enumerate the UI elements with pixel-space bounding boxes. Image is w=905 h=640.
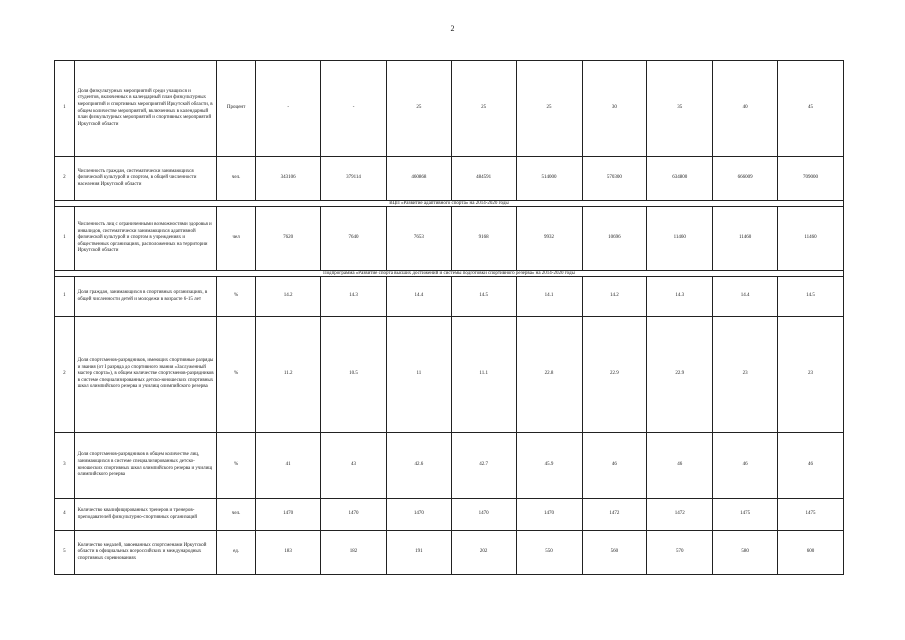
table-row [55, 317, 844, 433]
value-cell: 46 [713, 433, 778, 499]
value-cell: 14.4 [713, 277, 778, 317]
indicator-description: Доля спортсменов-разрядников в общем количестве лиц, занимающихся в системе специализированных детско-юношеских спортивных школ олимпийского резерва и училищ олимпийского резерва [74, 433, 216, 499]
row-number: 2 [55, 317, 75, 433]
value-cell: 1475 [713, 499, 778, 531]
value-cell: 42.7 [451, 433, 516, 499]
value-cell: 42.6 [387, 433, 452, 499]
value-cell: 7653 [387, 207, 452, 271]
value-cell: 11460 [713, 207, 778, 271]
value-cell: 570300 [582, 157, 647, 201]
value-cell: 23 [713, 317, 778, 433]
unit-cell: % [216, 277, 255, 317]
value-cell: 11.2 [256, 317, 321, 433]
unit-cell: % [216, 317, 255, 433]
value-cell: 30 [582, 61, 647, 157]
value-cell: 11 [387, 317, 452, 433]
indicators-table [54, 60, 844, 575]
value-cell: 460868 [387, 157, 452, 201]
value-cell: 514000 [516, 157, 582, 201]
value-cell: - [256, 61, 321, 157]
table-row [55, 499, 844, 531]
value-cell: 7620 [256, 207, 321, 271]
value-cell: 41 [256, 433, 321, 499]
value-cell: 14.2 [256, 277, 321, 317]
value-cell: 14.2 [582, 277, 647, 317]
indicator-description: Количество медалей, завоеванных спортсменами Иркутской области в официальных всероссийских и международных спортивных соревнованиях [74, 531, 216, 575]
section-title: Подпрограмма «Развитие спорта высших достижений и системы подготовки спортивного резерва» на 2014-2020 годы [55, 271, 844, 277]
value-cell: 46 [778, 433, 844, 499]
value-cell: 1470 [451, 499, 516, 531]
row-number: 5 [55, 531, 75, 575]
value-cell: 600 [778, 531, 844, 575]
value-cell: 560 [582, 531, 647, 575]
table-row [55, 157, 844, 201]
row-number: 2 [55, 157, 75, 201]
indicator-description: Численность граждан, систематически занимающихся физической культурой и спортом, в общей численности населения Иркутской области [74, 157, 216, 201]
value-cell: 379114 [321, 157, 387, 201]
value-cell: 46 [647, 433, 713, 499]
section-title: ВЦП «Развитие адаптивного спорта» на 2014-2020 годы [55, 201, 844, 207]
value-cell: 580 [713, 531, 778, 575]
value-cell: 14.5 [778, 277, 844, 317]
indicator-description: Доля спортсменов-разрядников, имеющих спортивные разряды и звания (от I разряда до спортивного звания «Заслуженный мастер спорта»), в общем количестве спортсменов-разрядников в системе специализированных детско-юношеских спортивных школ олимпийского резерва и училищ олимпийского резерва [74, 317, 216, 433]
value-cell: 11.1 [451, 317, 516, 433]
value-cell: 202 [451, 531, 516, 575]
value-cell: 1472 [647, 499, 713, 531]
value-cell: 550 [516, 531, 582, 575]
value-cell: 343106 [256, 157, 321, 201]
value-cell: 23 [778, 317, 844, 433]
value-cell: 1475 [778, 499, 844, 531]
table-row [55, 433, 844, 499]
value-cell: 570 [647, 531, 713, 575]
row-number: 4 [55, 499, 75, 531]
unit-cell: ед. [216, 531, 255, 575]
value-cell: 484591 [451, 157, 516, 201]
value-cell: 35 [647, 61, 713, 157]
unit-cell: чел. [216, 157, 255, 201]
value-cell: 14.1 [516, 277, 582, 317]
value-cell: 1470 [387, 499, 452, 531]
row-number: 1 [55, 207, 75, 271]
value-cell: 182 [321, 531, 387, 575]
unit-cell: чел. [216, 499, 255, 531]
value-cell: 14.3 [647, 277, 713, 317]
value-cell: 14.3 [321, 277, 387, 317]
value-cell: - [321, 61, 387, 157]
value-cell: 25 [387, 61, 452, 157]
unit-cell: % [216, 433, 255, 499]
table-body [55, 61, 844, 575]
value-cell: 10.5 [321, 317, 387, 433]
value-cell: 1470 [256, 499, 321, 531]
row-number: 1 [55, 277, 75, 317]
row-number: 1 [55, 61, 75, 157]
value-cell: 10696 [582, 207, 647, 271]
value-cell: 45.9 [516, 433, 582, 499]
value-cell: 1470 [321, 499, 387, 531]
value-cell: 14.5 [451, 277, 516, 317]
value-cell: 25 [516, 61, 582, 157]
value-cell: 40 [713, 61, 778, 157]
value-cell: 1470 [516, 499, 582, 531]
value-cell: 1472 [582, 499, 647, 531]
table-row [55, 531, 844, 575]
value-cell: 11460 [647, 207, 713, 271]
value-cell: 22.9 [582, 317, 647, 433]
table-row [55, 61, 844, 157]
value-cell: 46 [582, 433, 647, 499]
page-number: 2 [450, 24, 455, 33]
value-cell: 45 [778, 61, 844, 157]
value-cell: 22.8 [516, 317, 582, 433]
row-number: 3 [55, 433, 75, 499]
value-cell: 191 [387, 531, 452, 575]
value-cell: 22.9 [647, 317, 713, 433]
table-row [55, 207, 844, 271]
value-cell: 25 [451, 61, 516, 157]
indicator-description: Доля граждан, занимающихся в спортивных организациях, в общей численности детей и молодежи в возрасте 6-15 лет [74, 277, 216, 317]
value-cell: 666009 [713, 157, 778, 201]
table-row [55, 277, 844, 317]
indicator-description: Количество квалифицированных тренеров и тренеров-преподавателей физкультурно-спортивных организаций [74, 499, 216, 531]
value-cell: 9932 [516, 207, 582, 271]
value-cell: 43 [321, 433, 387, 499]
value-cell: 7640 [321, 207, 387, 271]
value-cell: 709000 [778, 157, 844, 201]
value-cell: 14.4 [387, 277, 452, 317]
value-cell: 9168 [451, 207, 516, 271]
unit-cell: чел [216, 207, 255, 271]
value-cell: 634800 [647, 157, 713, 201]
unit-cell: Процент [216, 61, 255, 157]
value-cell: 11460 [778, 207, 844, 271]
indicator-description: Доля физкультурных мероприятий среди учащихся и студентов, включенных в календарный план физкультурных мероприятий и спортивных мероприятий Иркутской области, в общем количестве мероприятий, включенных в календарный план физкультурных мероприятий и спортивных мероприятий Иркутской области [74, 61, 216, 157]
indicator-description: Численность лиц с ограниченными возможностями здоровья и инвалидов, систематически занимающихся адаптивной физической культурой и спортом в учреждениях и общественных организациях, расположенных на территории Иркутской области [74, 207, 216, 271]
value-cell: 183 [256, 531, 321, 575]
